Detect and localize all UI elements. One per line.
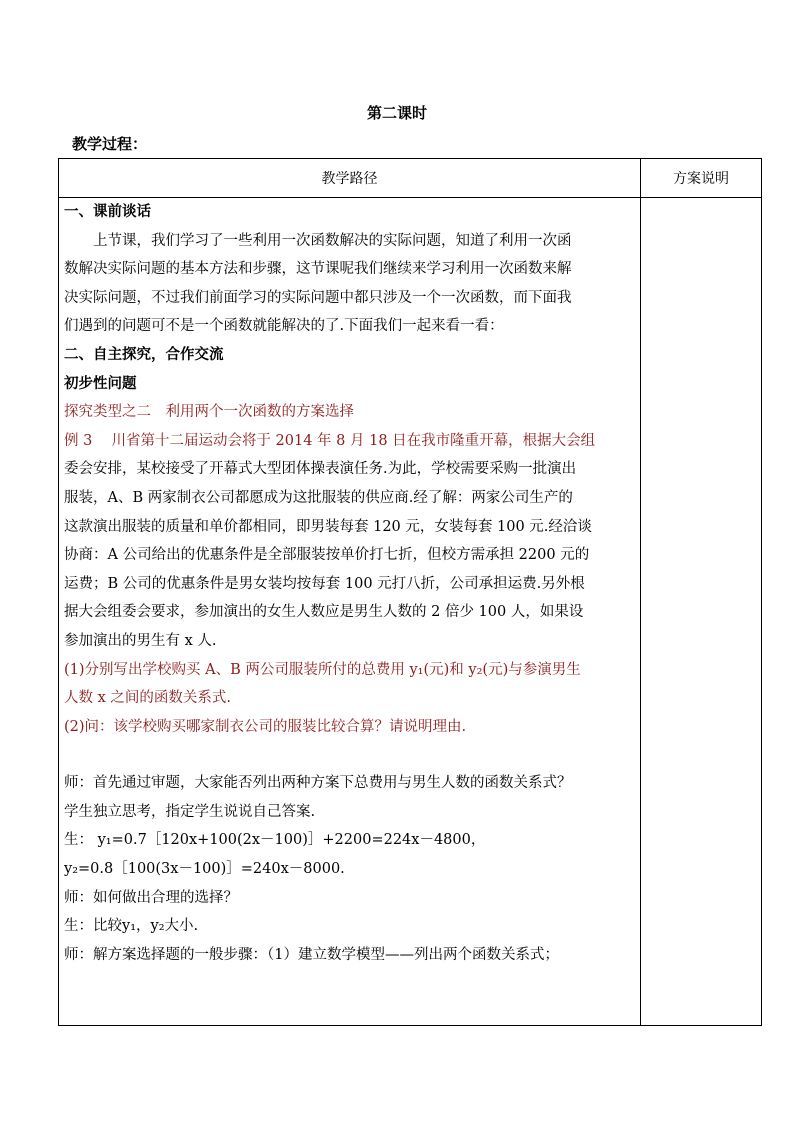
paragraph-line: 们遇到的问题可不是一个函数就能解决的了.下面我们一起来看一看： (64, 318, 504, 335)
plan-notes-cell (641, 198, 762, 1026)
example-line: 运费；B 公司的优惠条件是男女装均按每套 100 元打八折，公司承担运费.另外根 (64, 575, 585, 592)
formula-line: y₂=0.8［100(3x－100)］=240x－8000. (64, 861, 345, 878)
spacer (64, 741, 635, 769)
section-heading-2: 二、自主探究，合作交流 (64, 345, 224, 363)
example-line: 例 3 川省第十二届运动会将于 2014 年 8 月 18 日在我市隆重开幕，根据大会组 (64, 432, 596, 449)
student-note: 学生独立思考，指定学生说说自己答案. (64, 803, 316, 820)
section-heading-1: 一、课前谈话 (64, 203, 151, 220)
explore-type: 探究类型之二 利用两个一次函数的方案选择 (64, 404, 354, 421)
example-line: 这款演出服装的质量和单价都相同，即男装每套 120 元，女装每套 100 元.经洽谈 (64, 518, 592, 535)
teacher-line: 师：首先通过审题，大家能否列出两种方案下总费用与男生人数的函数关系式？ (64, 775, 572, 792)
table-body-row (59, 198, 762, 1026)
lesson-table (58, 158, 762, 1026)
header-teaching-path: 教学路径 (59, 159, 641, 198)
student-line: 生： y₁=0.7［120x+100(2x－100)］+2200=224x－4800， (64, 832, 486, 849)
section-subtitle: 教学过程： (72, 135, 148, 153)
teaching-path-cell (59, 198, 641, 1026)
example-line: 协商：A 公司给出的优惠条件是全部服装按单价打七折，但校方需承担 2200 元的 (64, 547, 590, 564)
paragraph-line: 决实际问题，不过我们前面学习的实际问题中都只涉及一个一次函数，而下面我 (64, 289, 572, 306)
example-line: 委会安排，某校接受了开幕式大型团体操表演任务.为此，学校需要采购一批演出 (64, 461, 577, 478)
teacher-line: 师：如何做出合理的选择？ (64, 889, 238, 906)
student-line: 生：比较y₁，y₂大小. (64, 918, 199, 935)
page-title: 第二课时 (366, 104, 427, 122)
question-line: (2)问：该学校购买哪家制衣公司的服装比较合算？请说明理由. (64, 718, 467, 735)
question-line: 人数 x 之间的函数关系式. (64, 690, 232, 707)
example-line: 据大会组委会要求，参加演出的女生人数应是男生人数的 2 倍少 100 人，如果设 (64, 604, 584, 621)
example-line: 服装，A、B 两家制衣公司都愿成为这批服装的供应商.经了解：两家公司生产的 (64, 489, 573, 506)
table-header-row (59, 159, 762, 198)
question-line: (1)分别写出学校购买 A、B 两公司服装所付的总费用 y₁(元)和 y₂(元)与参演男生 (64, 661, 581, 678)
sub-heading: 初步性问题 (64, 374, 137, 392)
teaching-content (59, 198, 640, 969)
teacher-line: 师：解方案选择题的一般步骤：（1）建立数学模型——列出两个函数关系式； (64, 946, 559, 963)
header-plan-notes: 方案说明 (641, 159, 762, 198)
paragraph-line: 数解决实际问题的基本方法和步骤，这节课呢我们继续来学习利用一次函数来解 (64, 261, 572, 278)
example-line: 参加演出的男生有 x 人. (64, 632, 217, 649)
paragraph-line: 上节课，我们学习了一些利用一次函数解决的实际问题，知道了利用一次函 (93, 232, 572, 249)
